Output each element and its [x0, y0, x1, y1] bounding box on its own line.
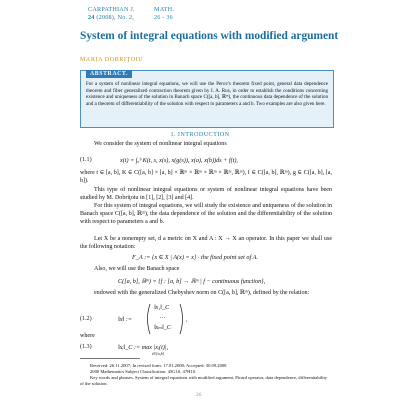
paragraph-where: where t ∈ [a, b], K ∈ C([a, b] × [a, b] × ℝᵐ × ℝᵐ × ℝᵐ × ℝᵐ, ℝᵐ), f ∈ C([a, b], ℝᵐ), g ∈ C([a, b], [a, b]).	[80, 170, 332, 184]
journal-volume: 24	[88, 14, 95, 21]
footnote-divider	[80, 358, 140, 359]
equation-number-1-2: (1.2)	[80, 316, 92, 322]
paragraph-intro: We consider the system of nonlinear integral equations	[94, 141, 227, 147]
journal-pages: 26 - 36	[154, 14, 173, 21]
paragraph-study-goals: For this system of integral equations, we will study the existence and uniqueness of the solution in Banach space C([a, b], ℝᵐ), the data dependence of the solution and the differentiability of the solution with respect to parameters a and b.	[80, 203, 332, 225]
page-number: 26	[196, 392, 202, 398]
equation-1-2-lhs: ‖x‖ :=	[118, 316, 133, 323]
norm-vector-matrix	[145, 303, 185, 335]
equation-number-1-3: (1.3)	[80, 344, 92, 350]
section-heading: 1. INTRODUCTION	[170, 131, 230, 138]
journal-name-right: MATH.	[154, 6, 175, 13]
paragraph-banach: Also, we will use the Banach space	[94, 266, 180, 272]
footnote-received: Received: 26.11.2007; In revised form: 17.01.2008; Accepted: 30.09.2008	[90, 363, 227, 368]
equation-banach-space: C([a, b], ℝᵐ) = {f : [a, b] → ℝᵐ | f − continuous function},	[118, 278, 266, 285]
footnote-msc: 2000 Mathematics Subject Classification. 45G10, 47H10.	[90, 368, 197, 374]
journal-header-left	[88, 6, 135, 22]
abstract-text: For a system of nonlinear integral equations, we will use the Perov's theorem fixed point, general data dependence theorem and fiber generalized contraction theorem given by I. A. Rus, in order to establish the conditions concerning existence and uniqueness of the solution in Banach space C([a, b], ℝᵐ), the continuous data dependence of the solution and a theorem of differentiability of the solution with respect to parameters a and b. Two examples are also given here.	[86, 81, 328, 107]
footnote-keywords: Key words and phrases. System of integral equations with modified argument, Picard operator, data dependence, differentiability of the solution.	[80, 374, 328, 386]
journal-name: CARPATHIAN J.	[88, 6, 135, 13]
paragraph-notation: Let X be a nonempty set, d a metric on X and A : X → X an operator. In this paper we shall use the following notation:	[80, 236, 332, 250]
paper-author: MARIA DOBRIŢOIU	[80, 57, 144, 63]
footnote	[80, 363, 332, 387]
equation-1-1: x(t) = ∫ₐᵇ K(t, s, x(s), x(g(s)), x(a), x(b))ds + f(t),	[120, 157, 238, 164]
matrix-row-3: ‖xₘ‖_C	[154, 325, 171, 331]
abstract-label: ABSTRACT.	[86, 70, 132, 78]
equation-1-3: ‖xᵢ‖_C := max |xᵢ(t)|,	[118, 344, 169, 351]
matrix-row-1: ‖x₁‖_C	[154, 305, 170, 311]
equation-number-1-1: (1.1)	[80, 157, 92, 163]
paragraph-where-2: where	[80, 333, 95, 339]
paragraph-norm: endowed with the generalized Chebyshev norm on C([a, b], ℝᵐ), defined by the relation:	[94, 290, 310, 296]
equation-fixed-point-set: F_A := {x ∈ X | A(x) = x} · the fixed point set of A.	[132, 254, 258, 261]
matrix-row-2: …	[160, 314, 166, 320]
paper-title: System of integral equations with modified argument	[80, 30, 339, 42]
journal-year-issue: (2008), No. 2,	[96, 14, 135, 21]
equation-1-2-comma: ,	[186, 316, 188, 323]
equation-1-3-subscript: t∈[a,b]	[152, 351, 165, 356]
journal-header-right	[154, 6, 174, 22]
paragraph-studied: This type of nonlinear integral equations or system of nonlinear integral equations have been studied by M. Dobriţoiu in [1], [2], [3] and [4].	[80, 187, 332, 201]
